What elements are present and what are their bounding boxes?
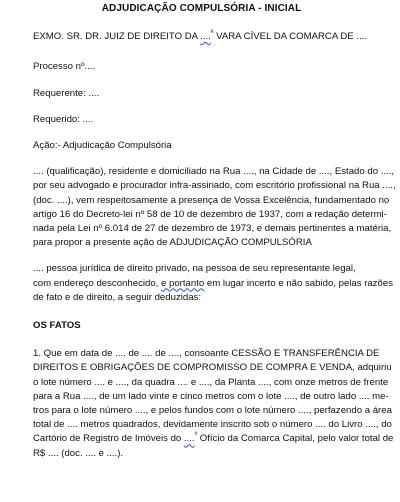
plaintiff: Requerente: .... [33, 87, 100, 99]
paragraph-line: para propor a presente ação de ADJUDICAÇÃO COMPULSÓRIA [33, 237, 312, 249]
paragraph-text: Ofício da Comarca Capital, pelo valor total de [197, 433, 394, 445]
paragraph-line: para a Rua ...., de um lado vinte e cinco metros com o lote ...., de outro lado .... me- [33, 390, 389, 402]
paragraph-line [33, 432, 394, 446]
document-title: ADJUDICAÇÃO COMPULSÓRIA - INICIAL [101, 3, 302, 14]
paragraph-line: R$ .... (doc. .... e ....). [33, 447, 124, 459]
paragraph-line: nada pela Lei nº 6.014 de 27 de dezembro de 1973, e demais pertinentes a matéria, [33, 223, 392, 235]
spellcheck-marked-text: .... [183, 433, 195, 445]
ordinal-indicator: º [194, 432, 198, 440]
paragraph-line: o lote número .... e ...., da quadra .... e ...., da Planta ...., com onze metros de frente [33, 376, 389, 388]
paragraph-line: artigo 16 do Decreto-lei nº 58 de 10 de dezembro de 1937, com a redação determi- [33, 208, 387, 220]
paragraph-text: com endereço desconhecido, [33, 277, 161, 289]
spellcheck-marked-text: e portanto [161, 277, 205, 289]
paragraph-line: 1. Que em data de .... de .... de ...., consoante CESSÃO E TRANSFERÊNCIA DE [33, 348, 380, 360]
paragraph-line: .... (qualificação), residente e domiciliado na Rua ...., na Cidade de ...., Estado do ...., [33, 166, 395, 178]
paragraph-line [33, 277, 394, 291]
paragraph-line: (doc. ....), vem respeitosamente a presença de Vossa Excelência, fundamentado no [33, 194, 390, 206]
paragraph-line: DIREITOS E OBRIGAÇÕES DE COMPROMISSO DE COMPRA E VENDA, adquiriu [33, 362, 392, 374]
paragraph-line: tros para o lote número ...., e pelos fundos com o lote número ...., perfazendo a área [33, 405, 392, 417]
defendant: Requerido: .... [33, 113, 94, 125]
document-page [0, 2, 400, 502]
court-number-placeholder: .... [200, 31, 211, 43]
paragraph-text: em lugar incerto e não sabido, pelas razões [204, 277, 394, 289]
court-address-end: VARA CÍVEL DA COMARCA DE .... [213, 31, 368, 43]
process-number: Processo nº.... [33, 61, 96, 73]
defendant-paragraph [33, 262, 394, 305]
ordinal-indicator: ª [210, 30, 214, 38]
section-heading-facts: OS FATOS [33, 320, 81, 332]
paragraph-line: por seu advogado e procurador infra-assinado, com escritório profissional na Rua ...., [33, 180, 396, 192]
paragraph-line: .... pessoa jurídica de direito privado, na pessoa de seu representante legal, [33, 263, 356, 275]
qualification-paragraph [33, 165, 396, 250]
paragraph-line: de fato e de direito, a seguir deduzidas: [33, 291, 202, 303]
paragraph-text: Cartório de Registro de Imóveis do [33, 433, 184, 445]
action-type: Ação:- Adjudicação Compulsória [33, 140, 172, 152]
paragraph-line: total de .... metros quadrados, devidamente inscrito sob o número .... do Livro ...., do [33, 419, 392, 431]
court-address-start: EXMO. SR. DR. JUIZ DE DIREITO DA [33, 31, 201, 43]
court-address [33, 30, 370, 44]
facts-paragraph [33, 347, 394, 461]
